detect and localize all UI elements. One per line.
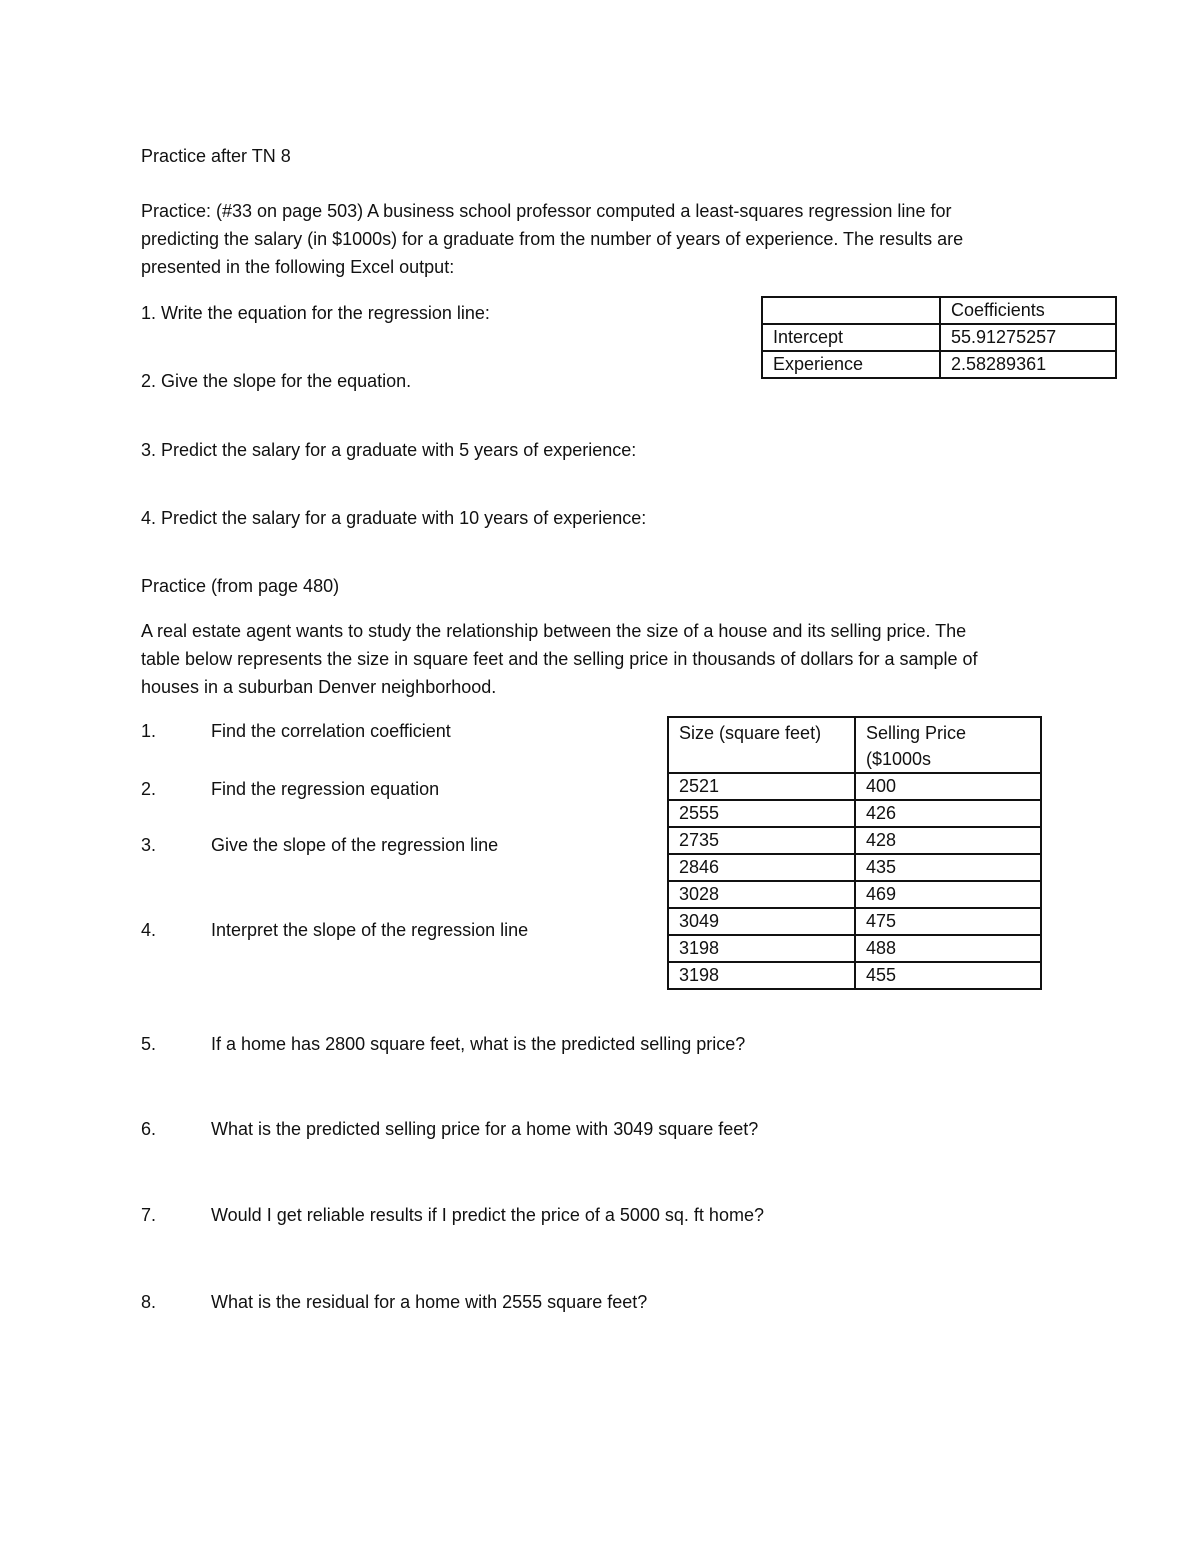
part2-question-7-text: Would I get reliable results if I predict the price of a 5000 sq. ft home? (211, 1205, 764, 1225)
part2-question-7-number: 7. (141, 1205, 157, 1225)
table-row (668, 935, 1041, 962)
part2-question-1-number: 1. (141, 721, 157, 741)
table-cell: 2.58289361 (940, 351, 1116, 378)
table-cell: 426 (855, 800, 1041, 827)
part1-intro-line-2: predicting the salary (in $1000s) for a graduate from the number of years of experience. The results are (141, 229, 964, 249)
table-row (762, 297, 1116, 324)
coefficients-table (761, 296, 1117, 379)
page-title: Practice after TN 8 (141, 146, 291, 166)
part2-question-6-number: 6. (141, 1119, 157, 1139)
table-cell: 3049 (668, 908, 855, 935)
part2-question-3-text: Give the slope of the regression line (211, 835, 499, 855)
table-cell: Intercept (762, 324, 940, 351)
table-cell: 400 (855, 773, 1041, 800)
table-cell: 488 (855, 935, 1041, 962)
table-cell: 3198 (668, 935, 855, 962)
table-cell: 3198 (668, 962, 855, 989)
part1-question-4: 4. Predict the salary for a graduate with 10 years of experience: (141, 508, 647, 528)
part2-heading: Practice (from page 480) (141, 576, 340, 596)
table-header-row (668, 717, 1041, 773)
table-row (668, 881, 1041, 908)
part1-question-1: 1. Write the equation for the regression line: (141, 303, 490, 323)
part2-intro-line-1: A real estate agent wants to study the relationship between the size of a house and its selling price. The (141, 621, 967, 641)
part2-question-3-number: 3. (141, 835, 157, 855)
part2-question-1-text: Find the correlation coefficient (211, 721, 451, 741)
table-cell: 2846 (668, 854, 855, 881)
part2-question-8-number: 8. (141, 1292, 157, 1312)
table-header-cell: Size (square feet) (668, 717, 855, 773)
table-cell: 55.91275257 (940, 324, 1116, 351)
part2-question-6-text: What is the predicted selling price for a home with 3049 square feet? (211, 1119, 759, 1139)
part2-question-4-text: Interpret the slope of the regression line (211, 920, 529, 940)
part2-question-4-number: 4. (141, 920, 157, 940)
table-cell: 2735 (668, 827, 855, 854)
table-cell: 3028 (668, 881, 855, 908)
table-row (668, 800, 1041, 827)
part2-question-2-text: Find the regression equation (211, 779, 440, 799)
table-row (668, 827, 1041, 854)
part1-intro-line-1: Practice: (#33 on page 503) A business school professor computed a least-squares regression line for (141, 201, 952, 221)
table-cell: 475 (855, 908, 1041, 935)
table-cell: Experience (762, 351, 940, 378)
table-cell: 428 (855, 827, 1041, 854)
part1-question-2: 2. Give the slope for the equation. (141, 371, 412, 391)
table-cell: 435 (855, 854, 1041, 881)
table-cell: 2521 (668, 773, 855, 800)
part2-intro-line-3: houses in a suburban Denver neighborhood. (141, 677, 497, 697)
table-row (668, 854, 1041, 881)
part2-question-8-text: What is the residual for a home with 2555 square feet? (211, 1292, 648, 1312)
table-header-cell (855, 717, 1041, 773)
house-price-table (667, 716, 1042, 990)
header-line-1: Selling Price (866, 723, 967, 743)
part1-question-3: 3. Predict the salary for a graduate with 5 years of experience: (141, 440, 637, 460)
table-cell (762, 297, 940, 324)
part2-question-2-number: 2. (141, 779, 157, 799)
table-cell: 2555 (668, 800, 855, 827)
table-row (668, 908, 1041, 935)
header-line-2: ($1000s (866, 749, 932, 769)
table-cell: 469 (855, 881, 1041, 908)
part2-question-5-number: 5. (141, 1034, 157, 1054)
table-cell: 455 (855, 962, 1041, 989)
table-row (762, 351, 1116, 378)
table-row (668, 773, 1041, 800)
part2-intro-line-2: table below represents the size in square feet and the selling price in thousands of dollars for a sample of (141, 649, 978, 669)
part1-intro-line-3: presented in the following Excel output: (141, 257, 455, 277)
table-row (762, 324, 1116, 351)
table-row (668, 962, 1041, 989)
part2-question-5-text: If a home has 2800 square feet, what is the predicted selling price? (211, 1034, 746, 1054)
table-cell: Coefficients (940, 297, 1116, 324)
